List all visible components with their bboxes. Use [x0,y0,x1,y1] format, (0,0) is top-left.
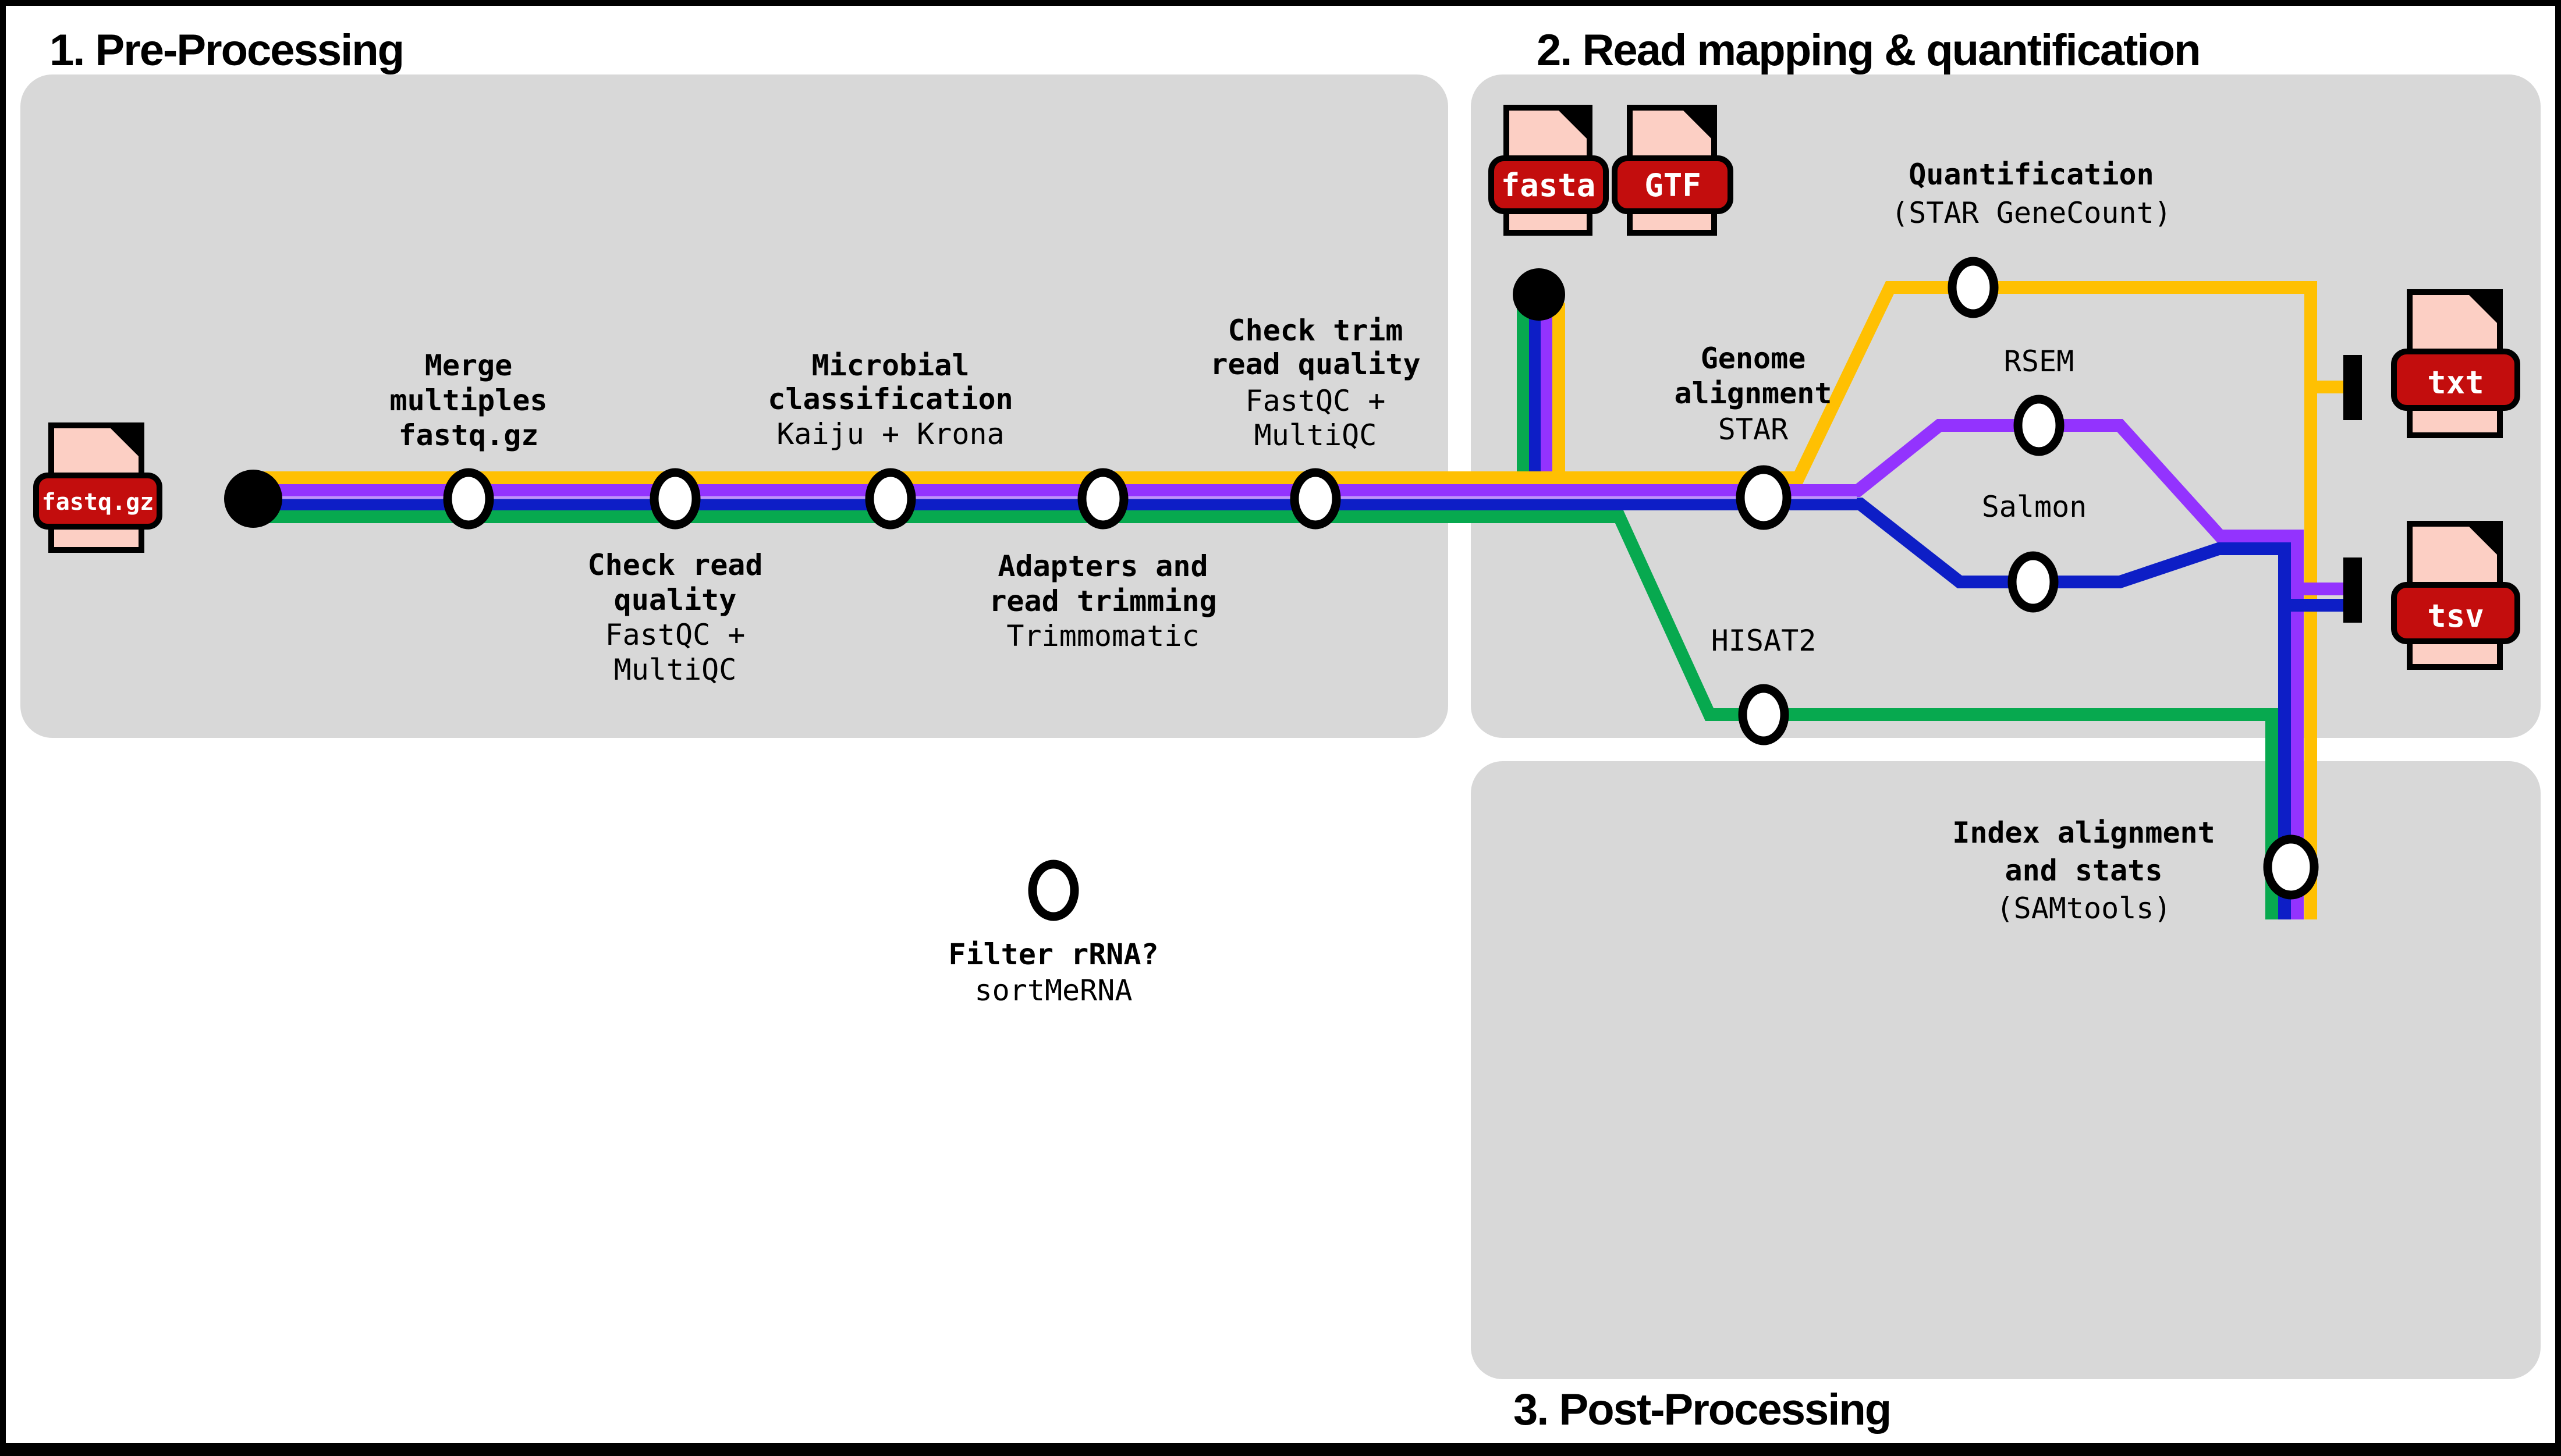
label-line: multiples [389,383,548,417]
tsv-badge-label: tsv [2427,598,2484,634]
station-check-trim-quality [1294,473,1336,525]
label-tool-line: (STAR GeneCount) [1891,196,2172,230]
fastq-gz-file-icon [36,425,159,550]
station-rsem [2018,399,2060,452]
label-hisat2: HISAT2 [1711,624,1817,658]
section-title-pre-processing: 1. Pre-Processing [49,26,404,75]
terminus-tick-tsv [2343,557,2362,623]
gtf-badge-label: GTF [1644,167,1701,204]
label-line: fastq.gz [398,418,539,452]
label-line: quality [613,583,737,617]
section-title-read-mapping: 2. Read mapping & quantification [1537,26,2200,75]
frame-right [2555,0,2561,1456]
frame-top [0,0,2561,6]
gtf-file-icon [1615,108,1730,233]
terminus-tick-txt [2343,355,2362,420]
label-tool-line: MultiQC [613,653,737,687]
label-tool-line: FastQC + [605,618,746,652]
station-microbial-classification [870,473,911,525]
fasta-file-icon [1491,108,1606,233]
txt-badge-label: txt [2427,364,2484,401]
txt-file-icon [2394,292,2517,435]
label-line: Index alignment [1952,816,2215,850]
label-line: Adapters and [998,549,1208,583]
label-tool-line: STAR [1718,413,1789,446]
label-tool-line: MultiQC [1254,418,1377,452]
station-check-read-quality [654,473,696,525]
station-samtools [2268,839,2314,895]
tsv-file-icon [2394,524,2517,667]
fastq-gz-badge-label: fastq.gz [41,489,154,516]
section-title-post-processing: 3. Post-Processing [1513,1385,1891,1434]
fasta-badge-label: fasta [1501,167,1596,204]
label-line: read quality [1210,347,1421,381]
terminus-start-reference [1513,268,1565,321]
frame-bottom [0,1443,2561,1456]
station-quantification [1952,261,1994,314]
frame-left [0,0,6,1456]
label-tool-line: (SAMtools) [1996,892,2172,925]
label-line: Check trim [1228,314,1403,347]
station-genome-alignment-star [1740,470,1787,525]
label-rsem: RSEM [2003,345,2074,378]
station-merge-multiples [448,473,490,525]
label-line: Microbial [811,349,970,382]
terminus-start-fastq [224,470,282,528]
label-line: and stats [2005,854,2163,887]
station-salmon [2012,556,2054,608]
label-line: Merge [424,349,513,382]
label-line: alignment [1674,377,1832,410]
label-adapters-trimming [989,549,1216,653]
station-filter-rrna [1033,864,1074,917]
label-line: Check read [587,548,763,582]
label-tool-line: FastQC + [1245,384,1386,418]
label-tool-line: Trimmomatic [1006,619,1200,653]
label-salmon: Salmon [1981,490,2087,524]
label-line: Filter rRNA? [948,937,1159,971]
station-adapters-trimming [1082,473,1124,525]
label-line: Quantification [1909,158,2154,191]
label-line: Genome [1700,342,1806,375]
label-line: read trimming [989,584,1217,618]
label-line: classification [768,382,1013,416]
label-tool-line: Kaiju + Krona [776,417,1005,451]
label-tool-line: sortMeRNA [974,974,1133,1007]
station-hisat2 [1743,688,1785,741]
